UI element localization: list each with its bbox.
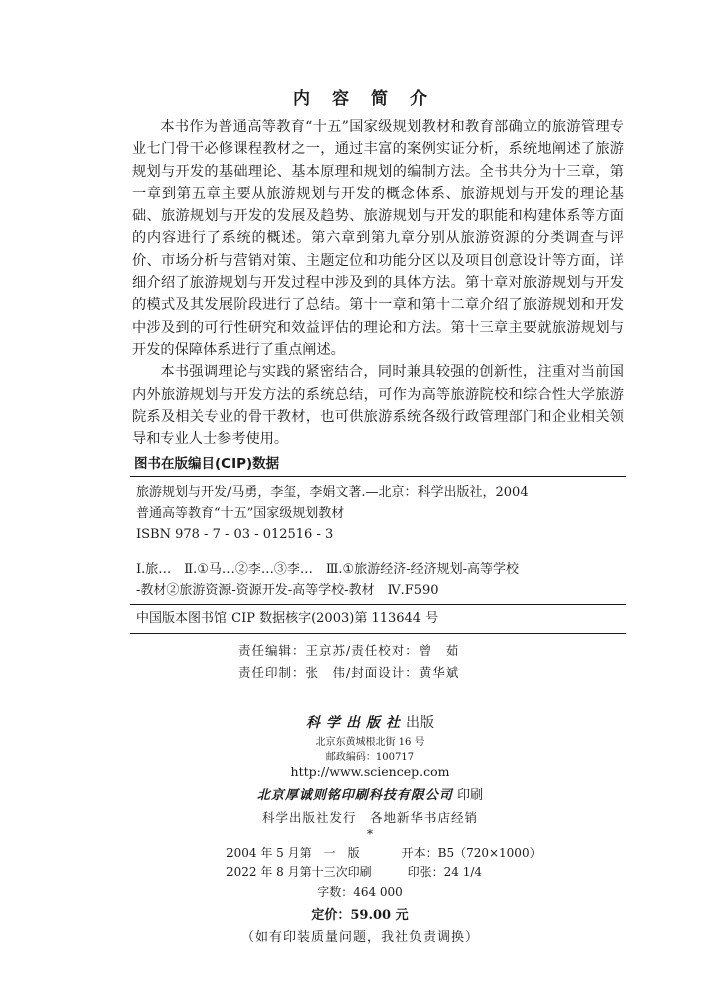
cip-line-title: 旅游规划与开发/马勇，李玺，李娟文著.—北京：科学出版社，2004 <box>136 485 529 500</box>
publisher-address-block <box>180 735 560 765</box>
publisher-address: 北京东黄城根北街 16 号 <box>315 737 425 748</box>
publisher-postcode: 邮政编码：100717 <box>325 752 415 763</box>
word-count: 字数：464 000 <box>317 885 403 899</box>
edition-reprint: 2022 年 8 月第十三次印刷 <box>226 865 372 879</box>
printer-line <box>180 784 560 803</box>
edition-block <box>226 844 542 882</box>
publisher-line <box>180 712 560 732</box>
publisher-suffix: 出版 <box>406 715 434 731</box>
cip-line-classification-2: -教材②旅游资源-资源开发-高等学校-教材 Ⅳ.F590 <box>136 583 439 598</box>
cip-line-series: 普通高等教育“十五”国家级规划教材 <box>136 506 345 521</box>
cip-heading: 图书在版编目(CIP)数据 <box>134 456 280 472</box>
staff-line-editor: 责任编辑：王京苏/责任校对：曾 茹 <box>238 643 460 658</box>
summary-paragraph-2: 本书强调理论与实践的紧密结合，同时兼具较强的创新性，注重对当前国内外旅游规划与开发方法的系统总结，可作为高等旅游院校和综合性大学旅游院系及相关专业的骨干教材，也可供旅游系统各级行政管理部门和企业相关领导和专业人士参考使用。 <box>132 364 624 448</box>
cip-line-isbn: ISBN 978 - 7 - 03 - 012516 - 3 <box>136 527 334 542</box>
staff-credits <box>238 640 459 684</box>
edition-first: 2004 年 5 月第 一 版 <box>226 846 360 860</box>
cip-record: 中国版本图书馆 CIP 数据核字(2003)第 113644 号 <box>136 611 439 626</box>
distribution-line: 科学出版社发行 各地新华书店经销 <box>261 810 478 825</box>
separator-mark: * <box>367 827 373 841</box>
summary-title: 内容简介 <box>293 89 449 109</box>
summary-paragraph-1: 本书作为普通高等教育“十五”国家级规划教材和教育部确立的旅游管理专业七门骨干必修课程教材之一，通过丰富的案例实证分析，系统地阐述了旅游规划与开发的基础理论、基本原理和规划的编制方法。全书共分为十三章，第一章到第五章主要从旅游规划与开发的概念体系、旅游规划与开发的理论基础、旅游规划与开发的发展及趋势、旅游规划与开发的职能和构建体系等方面的内容进行了系统的概述。第六章到第九章分别从旅游资源的分类调查与评价、市场分析与营销对策、主题定位和功能分区以及项目创意设计等方面，详细介绍了旅游规划与开发过程中涉及到的具体方法。第十章对旅游规划与开发的模式及其发展阶段进行了总结。第十一章和第十二章介绍了旅游规划和开发中涉及到的可行性研究和效益评估的理论和方法。第十三章主要就旅游规划与开发的保障体系进行了重点阐述。 <box>132 119 624 358</box>
cip-line-classification-1: Ⅰ.旅… Ⅱ.①马…②李…③李… Ⅲ.①旅游经济-经济规划-高等学校 <box>136 562 519 577</box>
cip-middle-rule <box>130 604 626 605</box>
cip-top-rule <box>130 476 626 477</box>
printer-suffix: 印刷 <box>457 788 484 803</box>
quality-notice: （如有印装质量问题，我社负责调换） <box>240 930 479 945</box>
publisher-url: http://www.sciencep.com <box>290 764 450 779</box>
edition-sheets: 印张：24 1/4 <box>407 865 483 879</box>
cip-block <box>136 482 626 601</box>
edition-format: 开本：B5（720×1000） <box>401 846 542 860</box>
staff-line-production: 责任印制：张 伟/封面设计：黄华斌 <box>238 665 460 680</box>
summary-body <box>132 116 624 450</box>
cip-bottom-rule <box>130 633 626 634</box>
printer-name: 北京厚诚则铭印刷科技有限公司 <box>256 788 453 803</box>
price: 定价：59.00 元 <box>311 908 409 923</box>
publisher-name: 科学出版社 <box>306 715 406 731</box>
